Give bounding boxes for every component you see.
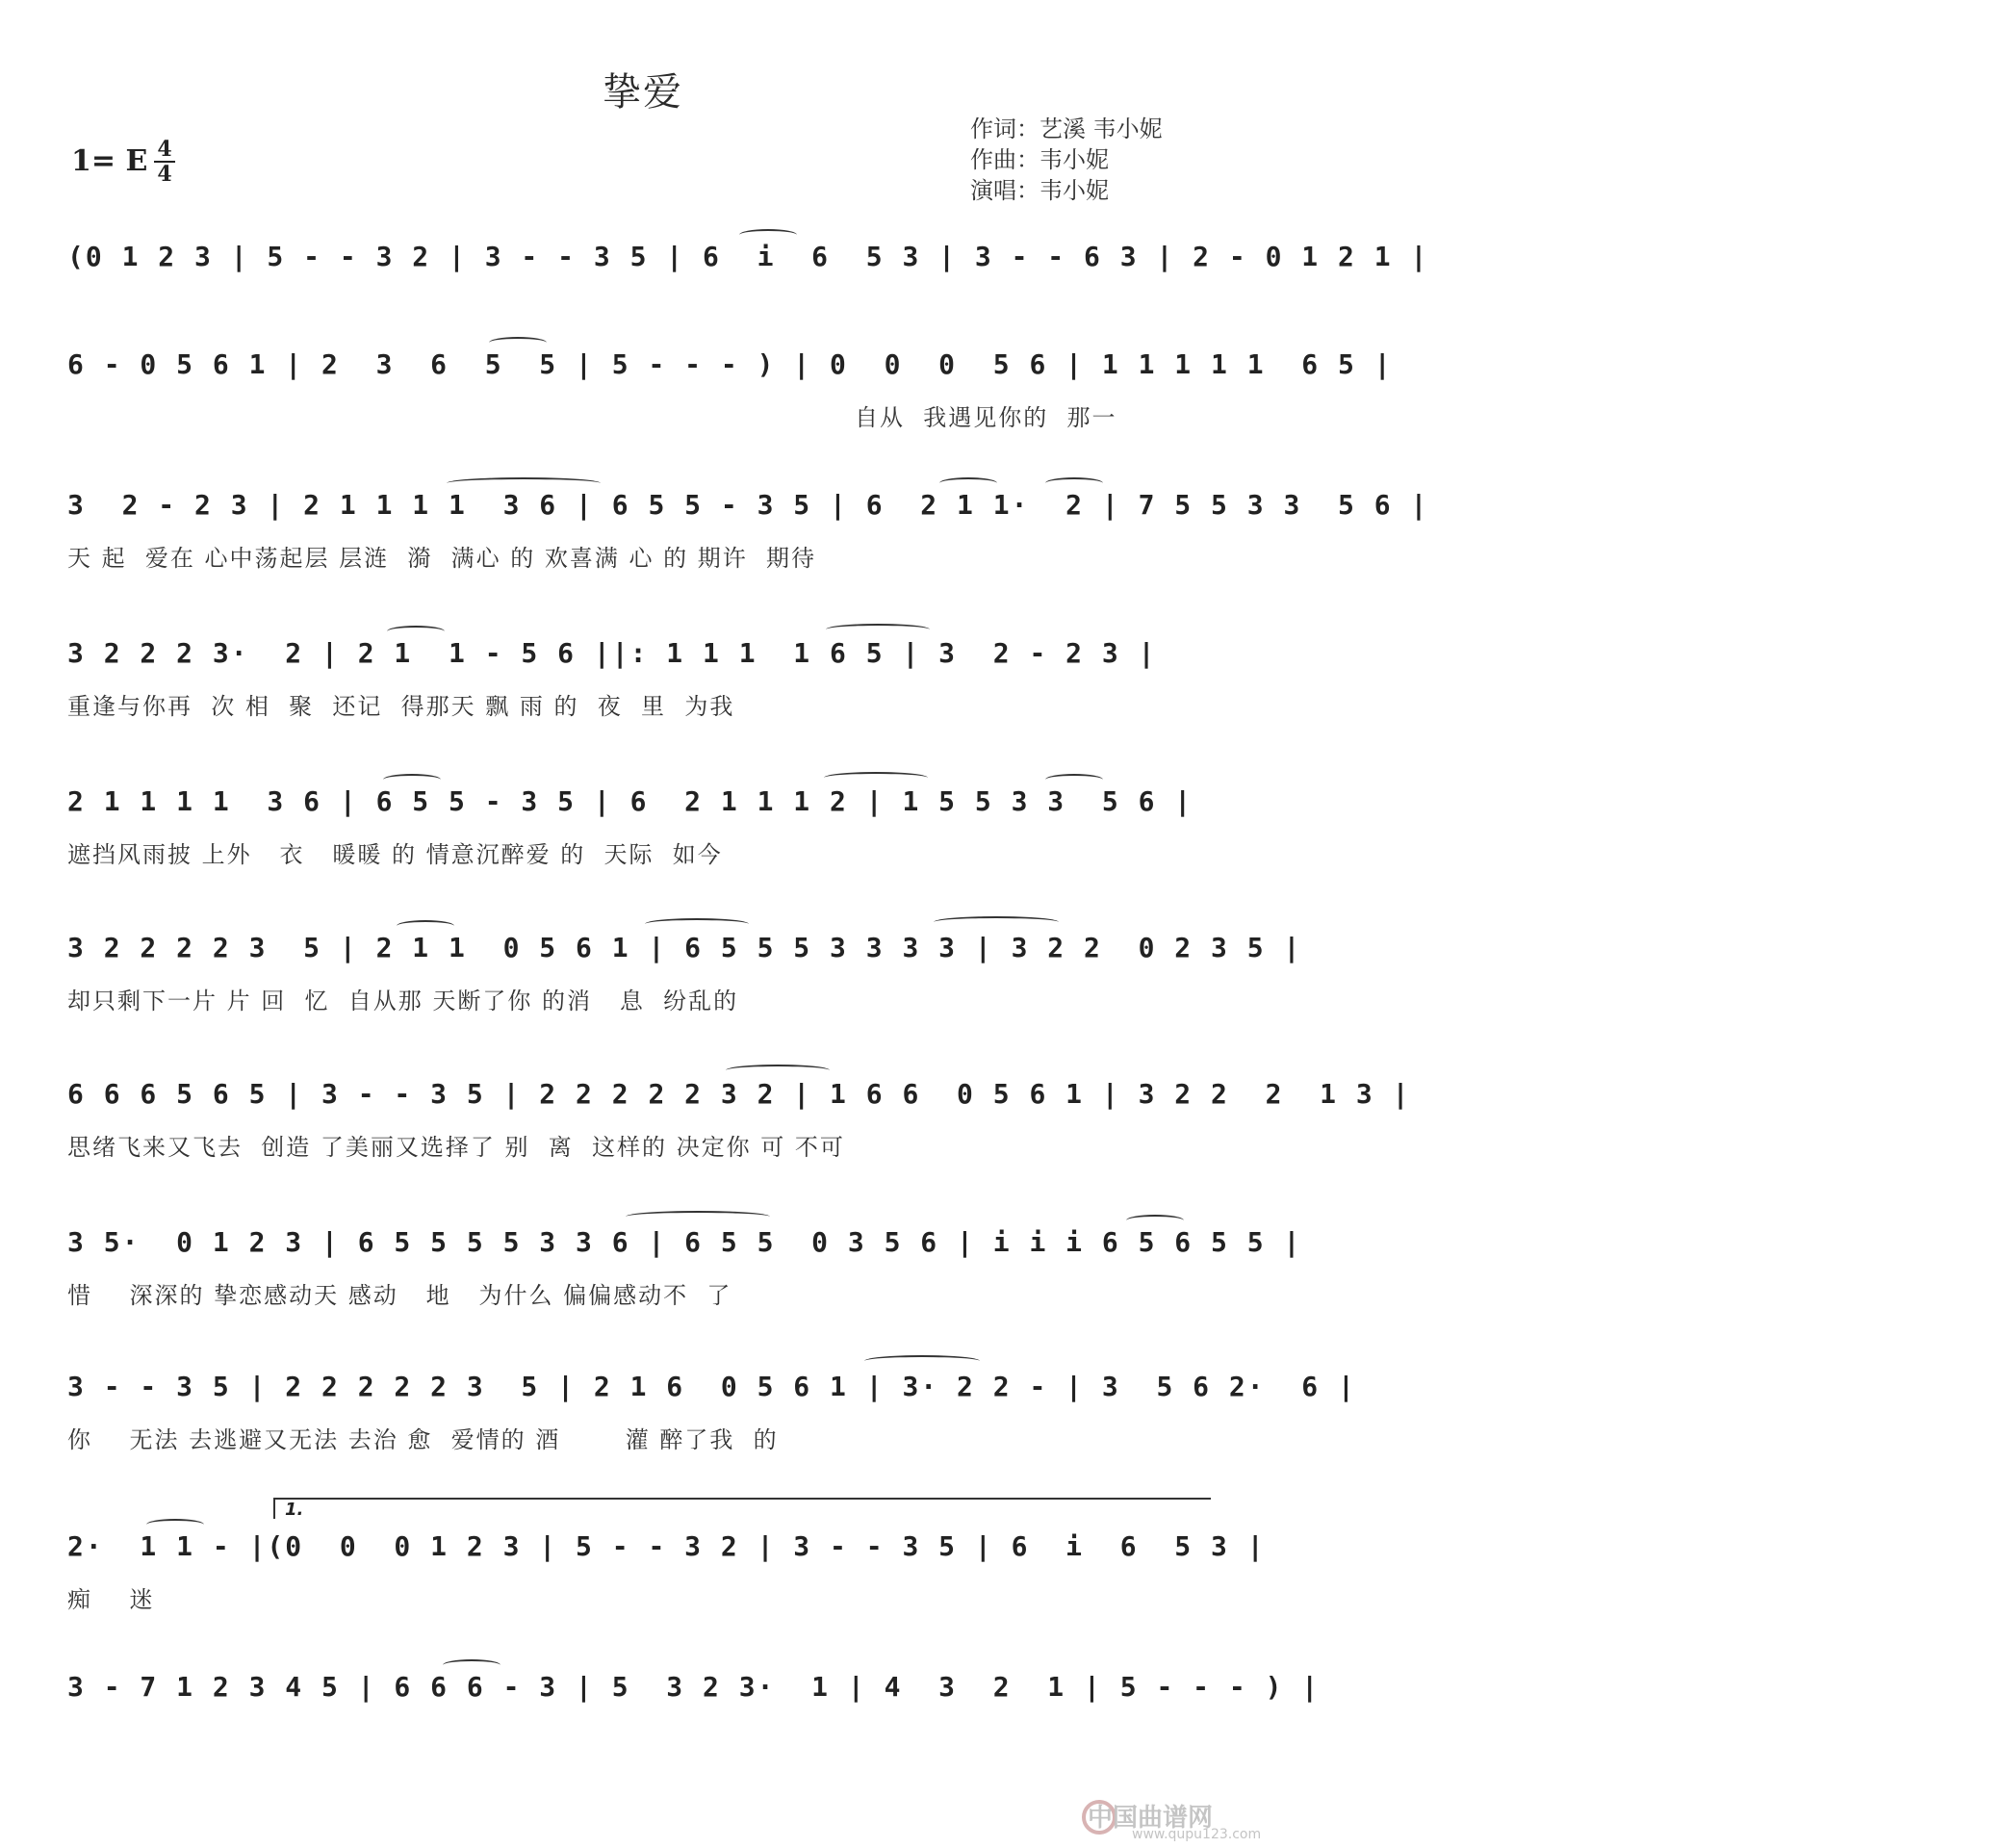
watermark-url: www.qupu123.com bbox=[1132, 1827, 1262, 1842]
notes-line: 3 - 7 1 2 3 4 5 | 6 6 6 - 3 | 5 3 2 3· 1 | 4 3 2 1 | 5 - - - ) | bbox=[67, 1671, 1321, 1703]
lyrics-line: 思绪飞来又飞去 创造 了美丽又选择了 别 离 这样的 决定你 可 不可 bbox=[67, 1134, 845, 1161]
composer-credit: 作曲：韦小妮 bbox=[970, 146, 1109, 173]
lyrics-line: 却只剩下一片 片 回 忆 自从那 天断了你 的消 息 纷乱的 bbox=[67, 988, 739, 1014]
time-signature bbox=[154, 139, 175, 185]
tie-slur bbox=[864, 1355, 980, 1367]
tie-slur bbox=[626, 1211, 770, 1222]
tie-slur bbox=[1045, 774, 1103, 785]
lyricist-credit: 作词：艺溪 韦小妮 bbox=[970, 116, 1163, 142]
tie-slur bbox=[447, 477, 601, 489]
tie-slur bbox=[383, 774, 441, 785]
notes-line: 3 5· 0 1 2 3 | 6 5 5 5 5 3 3 6 | 6 5 5 0 3 5 6 | i i i 6 5 6 5 5 | bbox=[67, 1226, 1302, 1258]
lyrics-line: 惜 深深的 挚恋感动天 感动 地 为什么 偏偏感动不 了 bbox=[67, 1282, 732, 1309]
tie-slur bbox=[146, 1519, 204, 1530]
tie-slur bbox=[489, 337, 547, 348]
tie-slur bbox=[939, 477, 997, 489]
notes-line: 2 1 1 1 1 3 6 | 6 5 5 - 3 5 | 6 2 1 1 1 2 | 1 5 5 3 3 5 6 | bbox=[67, 785, 1194, 817]
tie-slur bbox=[826, 624, 930, 635]
tie-slur bbox=[397, 920, 454, 932]
meter-top: 4 bbox=[157, 137, 172, 162]
singer-credit: 演唱：韦小妮 bbox=[970, 177, 1109, 204]
first-ending-label: 1. bbox=[285, 1500, 304, 1520]
tie-slur bbox=[824, 772, 928, 783]
lyrics-line: 你 无法 去逃避又无法 去治 愈 爱情的 酒 灌 醉了我 的 bbox=[67, 1426, 779, 1453]
tie-slur bbox=[387, 626, 445, 637]
notes-line: 3 - - 3 5 | 2 2 2 2 2 3 5 | 2 1 6 0 5 6 1 | 3· 2 2 - | 3 5 6 2· 6 | bbox=[67, 1371, 1356, 1402]
tie-slur bbox=[443, 1659, 500, 1671]
notes-line: 6 - 0 5 6 1 | 2 3 6 5 5 | 5 - - - ) | 0 0 0 5 6 | 1 1 1 1 1 6 5 | bbox=[67, 348, 1393, 380]
credits bbox=[970, 114, 1163, 206]
tie-slur bbox=[1045, 477, 1103, 489]
notes-line: 6 6 6 5 6 5 | 3 - - 3 5 | 2 2 2 2 2 3 2 | 1 6 6 0 5 6 1 | 3 2 2 2 1 3 | bbox=[67, 1078, 1411, 1110]
notes-line: 3 2 2 2 3· 2 | 2 1 1 - 5 6 ||: 1 1 1 1 6 5 | 3 2 - 2 3 | bbox=[67, 637, 1157, 669]
tie-slur bbox=[934, 916, 1059, 928]
tie-slur bbox=[645, 918, 749, 930]
notes-line: 3 2 - 2 3 | 2 1 1 1 1 3 6 | 6 5 5 - 3 5 | 6 2 1 1· 2 | 7 5 5 3 3 5 6 | bbox=[67, 489, 1429, 521]
tie-slur bbox=[726, 1065, 830, 1076]
first-ending-bracket bbox=[273, 1498, 1211, 1519]
lyrics-line: 痴 迷 bbox=[67, 1586, 155, 1613]
lyrics-line: 遮挡风雨披 上外 衣 暖暖 的 情意沉醉爱 的 天际 如今 bbox=[67, 841, 723, 868]
notes-line: 2· 1 1 - |(0 0 0 1 2 3 | 5 - - 3 2 | 3 - - 3 5 | 6 i 6 5 3 | bbox=[67, 1530, 1266, 1562]
notes-line: (0 1 2 3 | 5 - - 3 2 | 3 - - 3 5 | 6 i 6 5 3 | 3 - - 6 3 | 2 - 0 1 2 1 | bbox=[67, 241, 1429, 272]
lyrics-line bbox=[67, 1721, 1215, 1752]
meter-bottom: 4 bbox=[157, 162, 172, 187]
lyrics-line: 重逢与你再 次 相 聚 还记 得那天 飘 雨 的 夜 里 为我 bbox=[67, 693, 735, 720]
tie-slur bbox=[1126, 1215, 1184, 1226]
lyrics-line: 天 起 爱在 心中荡起层 层涟 漪 满心 的 欢喜满 心 的 期许 期待 bbox=[67, 545, 817, 572]
lyrics-line bbox=[67, 291, 1215, 321]
tie-slur bbox=[739, 229, 797, 241]
watermark-brand: 中国曲谱网 bbox=[1088, 1804, 1214, 1833]
key-signature: 1= E bbox=[71, 144, 148, 178]
song-title: 挚爱 bbox=[603, 70, 683, 115]
lyrics-line: 自从 我遇见你的 那一 bbox=[855, 404, 1117, 431]
notes-line: 3 2 2 2 2 3 5 | 2 1 1 0 5 6 1 | 6 5 5 5 3 3 3 3 | 3 2 2 0 2 3 5 | bbox=[67, 932, 1302, 963]
